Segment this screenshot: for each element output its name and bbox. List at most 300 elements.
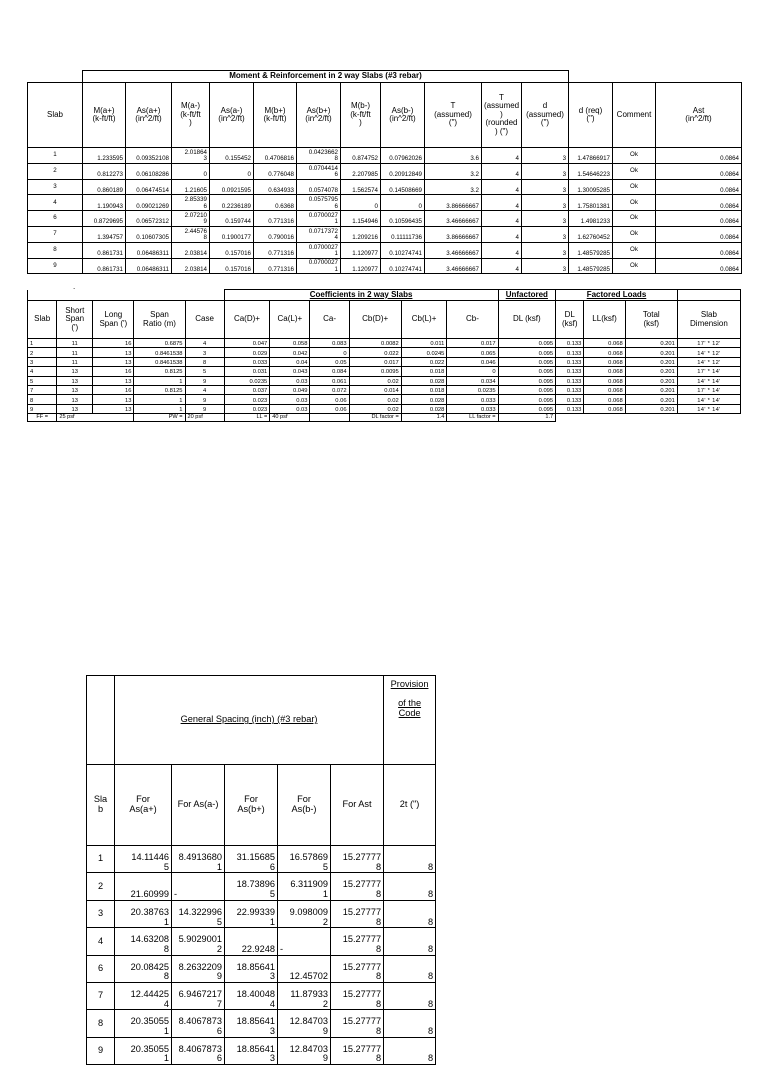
table1-cell: 0.14508669 (381, 179, 425, 195)
slab-id-cell: 5 (28, 376, 57, 385)
slab-id-cell: 6 (28, 211, 83, 227)
table1-cell: 3 (522, 148, 569, 164)
spacing-cell: 15.27777 8 (331, 846, 384, 873)
table3-row (87, 982, 436, 1009)
table2-cell: 0.095 (498, 348, 556, 357)
table2-cell: 0.02 (349, 395, 401, 404)
table1-cell: 0.0574078 (297, 179, 341, 195)
table2-cell: 0.022 (401, 357, 447, 366)
table1-cell: Ok (613, 163, 656, 179)
table1-cell: 1.21605 (172, 179, 210, 195)
table2-cell: 0.06 (310, 395, 349, 404)
table2-cell: 0.133 (556, 348, 584, 357)
table2-cell: 11 (57, 348, 93, 357)
ll-label: LL = (224, 414, 270, 422)
dl-factor-value: 1.4 (401, 414, 447, 422)
table3-header-cell: For As(a+) (115, 765, 172, 846)
table2-cell: 5 (185, 367, 224, 376)
table1-row (28, 242, 742, 258)
spacing-cell: - (278, 928, 331, 955)
table1-cell: 0.0864 (656, 242, 742, 258)
spacing-cell: 20.35055 1 (115, 1037, 172, 1064)
table1-cell: 0 (341, 195, 381, 211)
table3-row (87, 846, 436, 873)
table3-header-cell: For Ast (331, 765, 384, 846)
table2-cell: 0.028 (401, 395, 447, 404)
table2-cell: 0.201 (625, 339, 677, 348)
table2-cell: 0.068 (584, 367, 625, 376)
spacing-cell: 22.99339 1 (225, 900, 278, 927)
table2-row (28, 376, 741, 385)
slab-id-cell: 8 (87, 1010, 115, 1037)
slab-id-cell: 9 (28, 404, 57, 413)
table2-cell: 14' * 14' (677, 395, 740, 404)
spacing-cell: 8.4067873 6 (172, 1037, 225, 1064)
table1-cell: 0.09352108 (126, 148, 172, 164)
table1-cell: 0.776048 (254, 163, 297, 179)
table1-title: Moment & Reinforcement in 2 way Slabs (#3 rebar) (83, 71, 569, 83)
table1-cell: Ok (613, 226, 656, 242)
table2-row (28, 348, 741, 357)
table2-cell: 0.133 (556, 395, 584, 404)
table1-cell: 4 (482, 148, 522, 164)
table1-header-cell: M(b+) (k-ft/ft) (254, 83, 297, 148)
table2-cell: 9 (185, 376, 224, 385)
table1-cell: 0 (172, 163, 210, 179)
table2-cell: 0.03 (270, 404, 310, 413)
slab-id-cell: 1 (28, 148, 83, 164)
table1-cell: 0.0864 (656, 226, 742, 242)
table2-cell: 0.133 (556, 404, 584, 413)
table1-cell: 0.812273 (83, 163, 126, 179)
spacing-cell: 16.57869 5 (278, 846, 331, 873)
table2-cell: 0.068 (584, 348, 625, 357)
table2-cell: 0.061 (310, 376, 349, 385)
table1-cell: 0.2236189 (210, 195, 254, 211)
table2-cell: 0.023 (224, 395, 270, 404)
table1-header-cell: As(b+) (in^2/ft) (297, 83, 341, 148)
table2-cell: 0.084 (310, 367, 349, 376)
table1-cell: 1.120977 (341, 258, 381, 274)
slab-id-cell: 9 (28, 258, 83, 274)
table2-cell: 0.014 (349, 385, 401, 394)
table2-cell: 0.201 (625, 357, 677, 366)
table1-cell: 0.06486311 (126, 258, 172, 274)
table2-cell: 0.033 (224, 357, 270, 366)
table1-row (28, 195, 742, 211)
table1-cell: 4 (482, 242, 522, 258)
table2-cell: 0.083 (310, 339, 349, 348)
table1-cell: 2.03814 (172, 242, 210, 258)
spacing-cell: 14.11446 5 (115, 846, 172, 873)
spacing-cell: 15.27777 8 (331, 900, 384, 927)
table1-cell: 0.771316 (254, 211, 297, 227)
table2-cell: 0 (310, 348, 349, 357)
spacing-cell: 18.85641 3 (225, 1010, 278, 1037)
slab-id-cell: 1 (28, 339, 57, 348)
table3-row (87, 873, 436, 900)
spacing-cell: 12.84703 9 (278, 1010, 331, 1037)
table1-cell: 1.562574 (341, 179, 381, 195)
table1-cell: 4 (482, 195, 522, 211)
spacing-cell: 21.60999 (115, 873, 172, 900)
table2-cell: 0.068 (584, 395, 625, 404)
table1-header-cell: As(b-) (in^2/ft) (381, 83, 425, 148)
table1-cell: 0.4706816 (254, 148, 297, 164)
general-spacing-table (86, 675, 436, 1065)
pw-value: 20 psf (185, 414, 224, 422)
table1-cell: 0.06108286 (126, 163, 172, 179)
table2-cell: 13 (57, 385, 93, 394)
table2-header-cell: DL (ksf) (498, 301, 556, 339)
table1-cell: 1.4981233 (569, 211, 613, 227)
table2-cell: 13 (57, 376, 93, 385)
table2-cell: 0 (447, 367, 498, 376)
table2-cell: 0.0095 (349, 367, 401, 376)
table2-header-cell: DL (ksf) (556, 301, 584, 339)
table2-cell: 0.037 (224, 385, 270, 394)
table1-cell: 0.10274741 (381, 258, 425, 274)
table2-cell: 0.201 (625, 367, 677, 376)
table1-header-cell: d (req) (") (569, 83, 613, 148)
table2-cell: 0.033 (447, 404, 498, 413)
table2-cell: 0.6875 (134, 339, 185, 348)
table1-cell: 0.0864 (656, 179, 742, 195)
spacing-cell: 6.311909 1 (278, 873, 331, 900)
table1-cell: 0.8729695 (83, 211, 126, 227)
table2-cell: 8 (185, 357, 224, 366)
table2-cell: 0.201 (625, 376, 677, 385)
table1-cell: 3.46666667 (425, 242, 482, 258)
table2-cell: 17' * 14' (677, 367, 740, 376)
table1-header-cell: M(b-) (k-ft/ft ) (341, 83, 381, 148)
table1-cell: 2.07210 9 (172, 211, 210, 227)
table2-cell: 13 (93, 348, 134, 357)
table2-cell: 0.068 (584, 339, 625, 348)
table2-header-cell: Short Span (') (57, 301, 93, 339)
table1-cell: 0.0700027 1 (297, 242, 341, 258)
spacing-cell: 6.9467217 7 (172, 982, 225, 1009)
table1-cell: 0.1900177 (210, 226, 254, 242)
table1-header-cell: As(a+) (in^2/ft) (126, 83, 172, 148)
table1-row (28, 226, 742, 242)
table2-header-cell: Case (185, 301, 224, 339)
ll-factor-value: 1.7 (498, 414, 556, 422)
table1-cell: 1.154946 (341, 211, 381, 227)
table1-cell: 2.207985 (341, 163, 381, 179)
spacing-cell: 18.85641 3 (225, 1037, 278, 1064)
table1-header-cell: Comment (613, 83, 656, 148)
table2-cell: 9 (185, 404, 224, 413)
spacing-cell: 14.63208 8 (115, 928, 172, 955)
table1-cell: 0.06486311 (126, 242, 172, 258)
table1-header-cell: T (assumed) (") (425, 83, 482, 148)
table1-cell: 0 (381, 195, 425, 211)
table2-row (28, 339, 741, 348)
table1-cell: 1.47866917 (569, 148, 613, 164)
table1-cell: Ok (613, 148, 656, 164)
table1-cell: Ok (613, 195, 656, 211)
table1-cell: 0.11111736 (381, 226, 425, 242)
table2-cell: 0.133 (556, 376, 584, 385)
table2-cell: 14' * 14' (677, 376, 740, 385)
table2-cell: 0.068 (584, 357, 625, 366)
slab-id-cell: 4 (87, 928, 115, 955)
table1-cell: 1.120977 (341, 242, 381, 258)
slab-id-cell: 8 (28, 242, 83, 258)
table2-cell: 0.133 (556, 385, 584, 394)
spacing-cell: 12.44425 4 (115, 982, 172, 1009)
table1-cell: 0.06572312 (126, 211, 172, 227)
table2-cell: 16 (93, 385, 134, 394)
table1-cell: 3 (522, 163, 569, 179)
table2-header-cell: LL(ksf) (584, 301, 625, 339)
table2-cell: 0.095 (498, 404, 556, 413)
table2-cell: 0.201 (625, 404, 677, 413)
table2-cell: 0.046 (447, 357, 498, 366)
table1-header-cell: M(a+) (k-ft/ft) (83, 83, 126, 148)
table2-cell: 14' * 12' (677, 348, 740, 357)
spacing-cell: 22.9248 (225, 928, 278, 955)
table1-cell: 2.85339 6 (172, 195, 210, 211)
table2-cell: 14' * 12' (677, 357, 740, 366)
table2-cell: 1 (134, 395, 185, 404)
table1-cell: 0.0864 (656, 211, 742, 227)
table1-row (28, 148, 742, 164)
table2-header-cell: Slab Dimension (677, 301, 740, 339)
table1-cell: 3.2 (425, 163, 482, 179)
table2-cell: 0.02 (349, 376, 401, 385)
table1-cell: 0 (210, 163, 254, 179)
table1-cell: 3 (522, 242, 569, 258)
spacing-cell: 15.27777 8 (331, 873, 384, 900)
pw-label: PW = (134, 414, 185, 422)
table2-cell: 0.8125 (134, 385, 185, 394)
table2-cell: 0.031 (224, 367, 270, 376)
table2-row (28, 404, 741, 413)
table2-cell: 17' * 14' (677, 385, 740, 394)
table2-cell: 0.065 (447, 348, 498, 357)
spacing-cell: 8.4913680 1 (172, 846, 225, 873)
slab-id-cell: 8 (28, 395, 57, 404)
table2-cell: 13 (57, 367, 93, 376)
spacing-cell: 8 (384, 1010, 436, 1037)
spacing-cell: 31.15685 6 (225, 846, 278, 873)
table3-header-cell: For As(b-) (278, 765, 331, 846)
table1-cell: 3 (522, 179, 569, 195)
table2-cell: 3 (185, 348, 224, 357)
table2-cell: 17' * 12' (677, 339, 740, 348)
spacing-cell: 8 (384, 982, 436, 1009)
table2-cell: 0.095 (498, 357, 556, 366)
table2-cell: 0.042 (270, 348, 310, 357)
table1-cell: 1.209216 (341, 226, 381, 242)
table2-cell: 0.095 (498, 395, 556, 404)
table1-cell: 3.2 (425, 179, 482, 195)
table1-cell: 1.48579285 (569, 258, 613, 274)
slab-id-cell: 2 (28, 348, 57, 357)
table1-cell: 0.0921595 (210, 179, 254, 195)
table1-cell: 0.874752 (341, 148, 381, 164)
table1-cell: 0.6368 (254, 195, 297, 211)
slab-id-cell: 2 (28, 163, 83, 179)
spacing-cell: 18.73896 5 (225, 873, 278, 900)
table1-cell: 0.0717372 4 (297, 226, 341, 242)
table2-cell: 0.133 (556, 339, 584, 348)
table1-cell: Ok (613, 179, 656, 195)
spacing-cell: 8 (384, 873, 436, 900)
slab-id-cell: 9 (87, 1037, 115, 1064)
table1-row (28, 211, 742, 227)
table2-cell: 1 (134, 404, 185, 413)
spacing-cell: 5.9029001 2 (172, 928, 225, 955)
slab-id-cell: 3 (87, 900, 115, 927)
table3-row (87, 1037, 436, 1064)
table1-cell: 0.861731 (83, 242, 126, 258)
table1-cell: 3.86666667 (425, 226, 482, 242)
table3-header-cell: For As(b+) (225, 765, 278, 846)
table3-header-cell: 2t (") (384, 765, 436, 846)
table2-cell: 14' * 14' (677, 404, 740, 413)
table2-cell: 4 (185, 385, 224, 394)
table1-cell: 0.157016 (210, 242, 254, 258)
table2-cell: 0.8461538 (134, 348, 185, 357)
table1-cell: 0.10596435 (381, 211, 425, 227)
provision-code: of the Code (398, 698, 422, 718)
table1-cell: 1.30095285 (569, 179, 613, 195)
table1-header-cell: As(a-) (in^2/ft) (210, 83, 254, 148)
table2-header-cell: Total (ksf) (625, 301, 677, 339)
table3-title: General Spacing (inch) (#3 rebar) (180, 714, 318, 725)
table1-cell: 0.860189 (83, 179, 126, 195)
table2-cell: 16 (93, 339, 134, 348)
ll-factor-label: LL factor = (447, 414, 498, 422)
table1-row (28, 258, 742, 274)
table2-cell: 0.133 (556, 367, 584, 376)
table1-cell: 3.46666667 (425, 211, 482, 227)
spacing-cell: 15.27777 8 (331, 1037, 384, 1064)
group-factored-loads: Factored Loads (556, 290, 678, 301)
table2-header-cell: Slab (28, 301, 57, 339)
spacing-cell: 8 (384, 900, 436, 927)
table2-cell: 0.029 (224, 348, 270, 357)
spacing-cell: 8 (384, 928, 436, 955)
table2-cell: 11 (57, 357, 93, 366)
table2-cell: 0.028 (401, 376, 447, 385)
table1-cell: 0.06474514 (126, 179, 172, 195)
table2-cell: 0.033 (447, 395, 498, 404)
table1-cell: 0.771316 (254, 258, 297, 274)
table1-cell: 0.0704414 6 (297, 163, 341, 179)
spacing-cell: 14.322996 5 (172, 900, 225, 927)
table1-cell: 1.48579285 (569, 242, 613, 258)
table1-header-cell: d (assumed) (") (522, 83, 569, 148)
table3-header-cell: Sla b (87, 765, 115, 846)
table2-cell: 1 (134, 376, 185, 385)
table2-cell: 0.058 (270, 339, 310, 348)
table2-cell: 0.8125 (134, 367, 185, 376)
table1-cell: 0.861731 (83, 258, 126, 274)
table1-cell: 3.86666667 (425, 195, 482, 211)
table1-cell: 0.10607305 (126, 226, 172, 242)
table2-cell: 11 (57, 339, 93, 348)
table2-cell: 0.068 (584, 385, 625, 394)
table1-cell: 4 (482, 179, 522, 195)
table1-cell: 1.233595 (83, 148, 126, 164)
table1-cell: 0.20912849 (381, 163, 425, 179)
table1-cell: 0.0575795 6 (297, 195, 341, 211)
table2-cell: 0.022 (349, 348, 401, 357)
table1-row (28, 179, 742, 195)
group-coefficients: Coefficients in 2 way Slabs (224, 290, 498, 301)
table2-cell: 0.06 (310, 404, 349, 413)
table1-cell: 1.54646223 (569, 163, 613, 179)
table1-cell: Ok (613, 258, 656, 274)
table2-cell: 13 (93, 395, 134, 404)
table1-cell: 3 (522, 258, 569, 274)
spacing-cell: 15.27777 8 (331, 955, 384, 982)
table2-row (28, 367, 741, 376)
table1-cell: 0.0700027 1 (297, 258, 341, 274)
table2-cell: 0.018 (401, 385, 447, 394)
table2-header-cell: Cb(L)+ (401, 301, 447, 339)
table2-row (28, 395, 741, 404)
table2-cell: 0.017 (447, 339, 498, 348)
table2-cell: 0.018 (401, 367, 447, 376)
table1-cell: 0.0423662 8 (297, 148, 341, 164)
spacing-cell: 15.27777 8 (331, 1010, 384, 1037)
table2-cell: 0.095 (498, 339, 556, 348)
table2-cell: 0.201 (625, 348, 677, 357)
table2-row (28, 385, 741, 394)
slab-id-cell: 3 (28, 179, 83, 195)
table1-cell: 0.634933 (254, 179, 297, 195)
table1-header-cell: M(a-) (k-ft/ft ) (172, 83, 210, 148)
table3-row (87, 955, 436, 982)
table2-cell: 0.201 (625, 385, 677, 394)
slab-id-cell: 7 (28, 226, 83, 242)
table2-cell: 0.068 (584, 404, 625, 413)
table2-header-cell: Span Ratio (m) (134, 301, 185, 339)
table2-cell: 0.03 (270, 395, 310, 404)
table1-cell: 3 (522, 195, 569, 211)
table1-cell: 0.09021269 (126, 195, 172, 211)
group-unfactored: Unfactored (498, 290, 556, 301)
slab-id-cell: 2 (87, 873, 115, 900)
table1-cell: 0.0864 (656, 258, 742, 274)
spacing-cell: 8 (384, 846, 436, 873)
table1-cell: 3 (522, 226, 569, 242)
table2-cell: 16 (93, 367, 134, 376)
spacing-cell: 12.84703 9 (278, 1037, 331, 1064)
table1-cell: 0.07962026 (381, 148, 425, 164)
spacing-cell: 20.38763 1 (115, 900, 172, 927)
table1-cell: 3 (522, 211, 569, 227)
slab-id-cell: 1 (87, 846, 115, 873)
table2-header-cell: Cb- (447, 301, 498, 339)
table1-cell: 2.01864 3 (172, 148, 210, 164)
ll-value: 40 psf (270, 414, 310, 422)
slab-id-cell: 7 (87, 982, 115, 1009)
table2-cell: 0.0235 (224, 376, 270, 385)
table2-cell: 0.095 (498, 376, 556, 385)
table2-cell: 0.047 (224, 339, 270, 348)
table1-cell: 0.771316 (254, 242, 297, 258)
table1-header-cell: Slab (28, 83, 83, 148)
table2-cell: 13 (57, 395, 93, 404)
slab-id-cell: 4 (28, 195, 83, 211)
table2-cell: 13 (57, 404, 93, 413)
